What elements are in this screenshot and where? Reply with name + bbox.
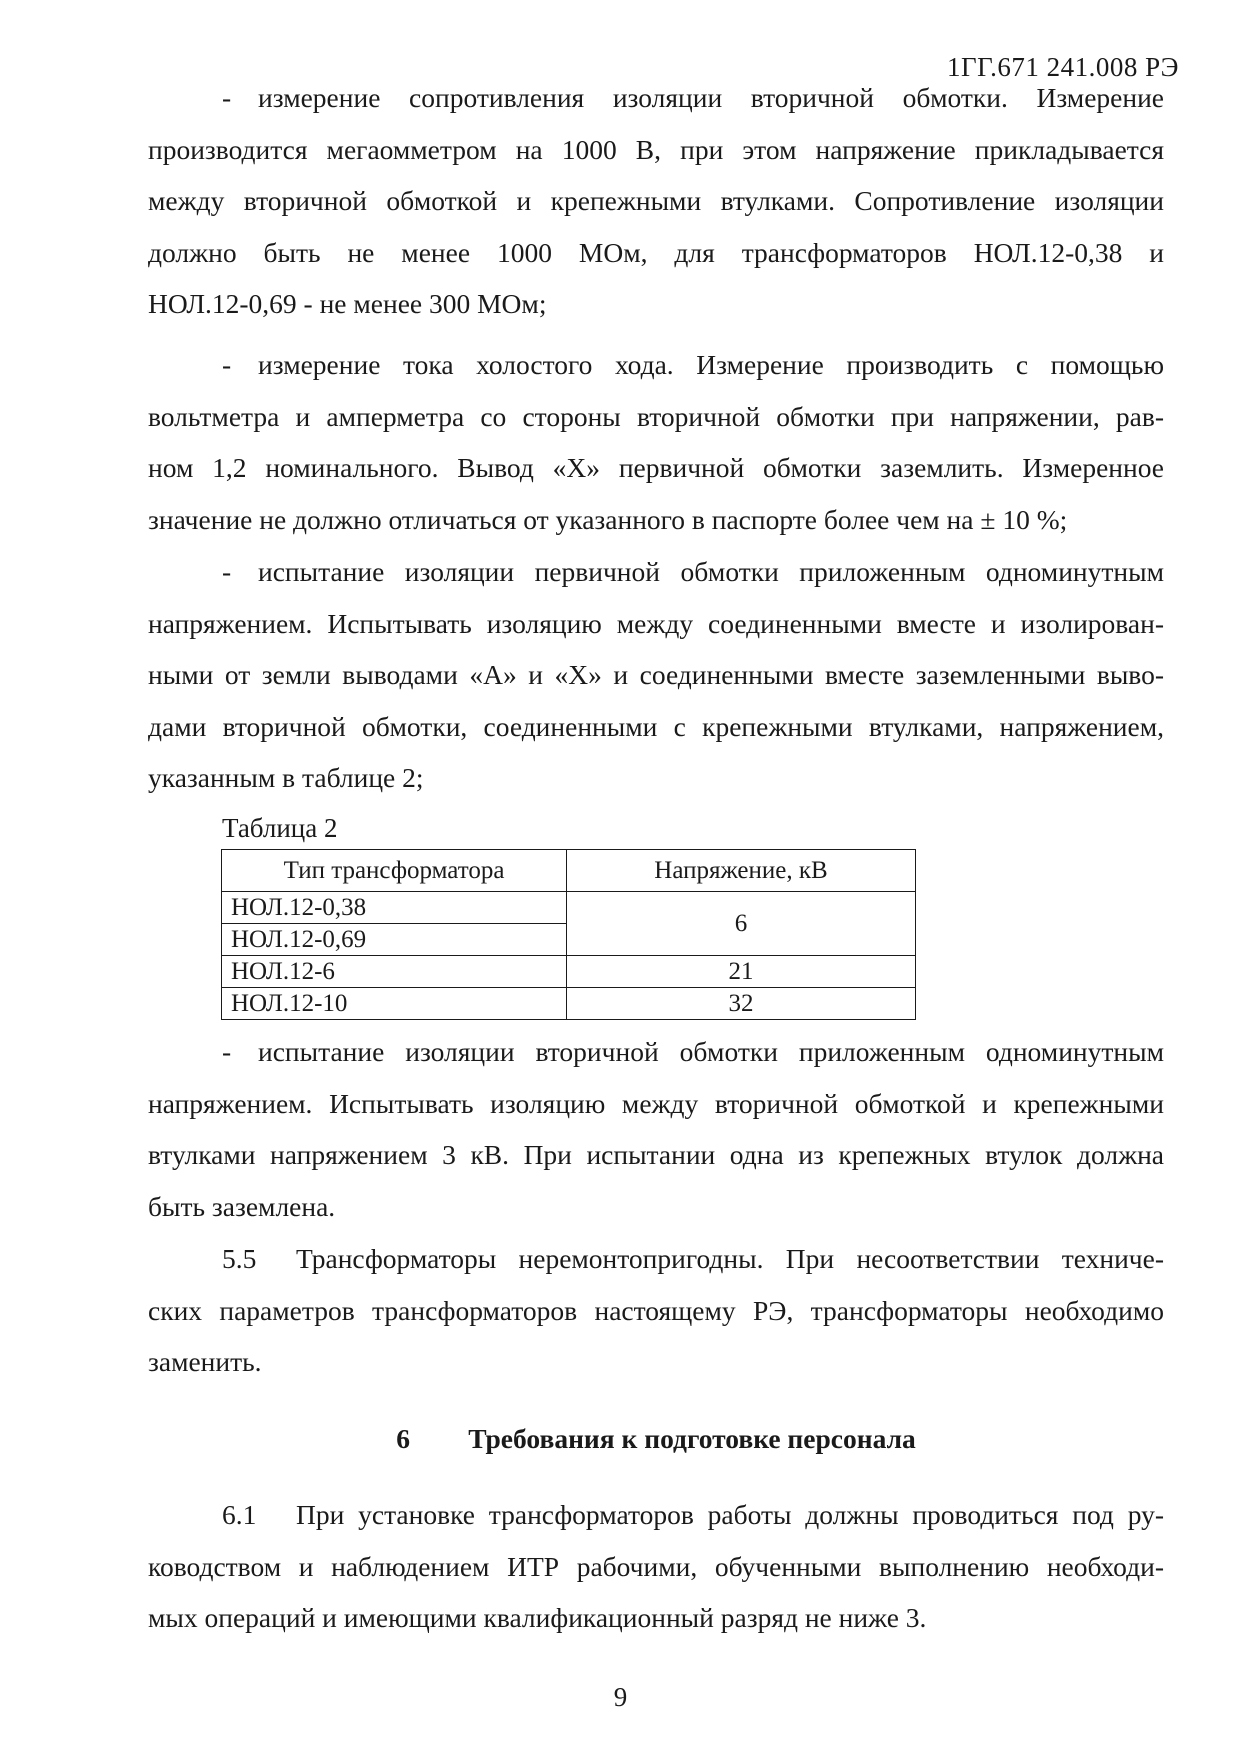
paragraph-no-load-current (148, 339, 1164, 545)
paragraph-line: вольтметра и амперметра со стороны вторичной обмотки при напряжении, рав- (148, 400, 1164, 432)
paragraph-line: между вторичной обмоткой и крепежными втулками. Сопротивление изоляции (148, 185, 1164, 216)
paragraph-insulation-resistance (148, 72, 1164, 330)
section-heading (148, 1423, 1164, 1455)
paragraph-line: быть заземлена. (148, 1190, 336, 1222)
column-header-voltage: Напряжение, кВ (567, 850, 916, 892)
paragraph-line: - испытание изоляции первичной обмотки приложенным одноминутным (148, 546, 1164, 598)
column-header-type: Тип трансформатора (222, 850, 567, 892)
paragraph-line: НОЛ.12-0,69 - не менее 300 МОм; (148, 288, 547, 319)
cell-type: НОЛ.12-10 (222, 988, 567, 1020)
cell-voltage: 21 (567, 956, 916, 988)
paragraph-line: - измерение тока холостого хода. Измерение производить с помощью (148, 339, 1164, 391)
table-caption: Таблица 2 (222, 813, 338, 843)
table-header-row (222, 850, 916, 892)
paragraph-line: должно быть не менее 1000 МОм, для трансформаторов НОЛ.12-0,38 и (148, 236, 1164, 268)
section-title: Требования к подготовке персонала (468, 1423, 916, 1454)
section-number: 6 (396, 1423, 410, 1454)
paragraph-line: мых операций и имеющими квалификационный разряд не ниже 3. (148, 1602, 927, 1633)
list-dash: - (222, 1036, 232, 1067)
cell-voltage: 6 (567, 892, 916, 956)
list-dash: - (222, 82, 232, 113)
clause-number: 5.5 (222, 1243, 257, 1274)
paragraph-line: указанным в таблице 2; (148, 762, 424, 793)
paragraph-line: 6.1 При установке трансформаторов работы должны проводиться под ру- (148, 1489, 1164, 1541)
document-code: 1ГГ.671 241.008 РЭ (946, 52, 1179, 82)
clause-number: 6.1 (222, 1499, 257, 1530)
paragraph-line: ном 1,2 номинального. Вывод «Х» первичной обмотки заземлить. Измеренное (148, 452, 1164, 483)
paragraph-6-1 (148, 1489, 1164, 1644)
table-row (222, 956, 916, 988)
paragraph-line: производится мегаомметром на 1000 В, при этом напряжение прикладывается (148, 133, 1164, 165)
paragraph-line: - измерение сопротивления изоляции вторичной обмотки. Измерение (148, 72, 1164, 124)
paragraph-5-5 (148, 1233, 1164, 1388)
paragraph-line: заменить. (148, 1346, 262, 1377)
list-dash: - (222, 556, 232, 587)
cell-type: НОЛ.12-6 (222, 956, 567, 988)
cell-voltage: 32 (567, 988, 916, 1020)
paragraph-line: напряжением. Испытывать изоляцию между вторичной обмоткой и крепежными (148, 1087, 1164, 1119)
paragraph-line: втулками напряжением 3 кВ. При испытании одна из крепежных втулок должна (148, 1139, 1164, 1170)
paragraph-line: значение не должно отличаться от указанного в паспорте более чем на ± 10 %; (148, 503, 1068, 535)
paragraph-line: напряжением. Испытывать изоляцию между соединенными вместе и изолирован- (148, 607, 1164, 639)
table-row (222, 988, 916, 1020)
paragraph-line: ными от земли выводами «А» и «Х» и соединенными вместе заземленными выво- (148, 659, 1164, 690)
cell-type: НОЛ.12-0,38 (222, 892, 567, 924)
paragraph-line: дами вторичной обмотки, соединенными с крепежными втулками, напряжением, (148, 710, 1164, 742)
paragraph-line: ководством и наблюдением ИТР рабочими, обученными выполнению необходи- (148, 1550, 1164, 1582)
table-row (222, 892, 916, 924)
list-dash: - (222, 349, 232, 380)
page-number: 9 (613, 1682, 628, 1712)
paragraph-line: ских параметров трансформаторов настоящему РЭ, трансформаторы необходимо (148, 1294, 1164, 1326)
paragraph-line: 5.5 Трансформаторы неремонтопригодны. При несоответствии техниче- (148, 1233, 1164, 1285)
paragraph-secondary-insulation-test (148, 1026, 1164, 1232)
paragraph-line: - испытание изоляции вторичной обмотки приложенным одноминутным (148, 1026, 1164, 1078)
cell-type: НОЛ.12-0,69 (222, 924, 567, 956)
voltage-table (221, 849, 916, 1020)
paragraph-primary-insulation-test (148, 546, 1164, 804)
